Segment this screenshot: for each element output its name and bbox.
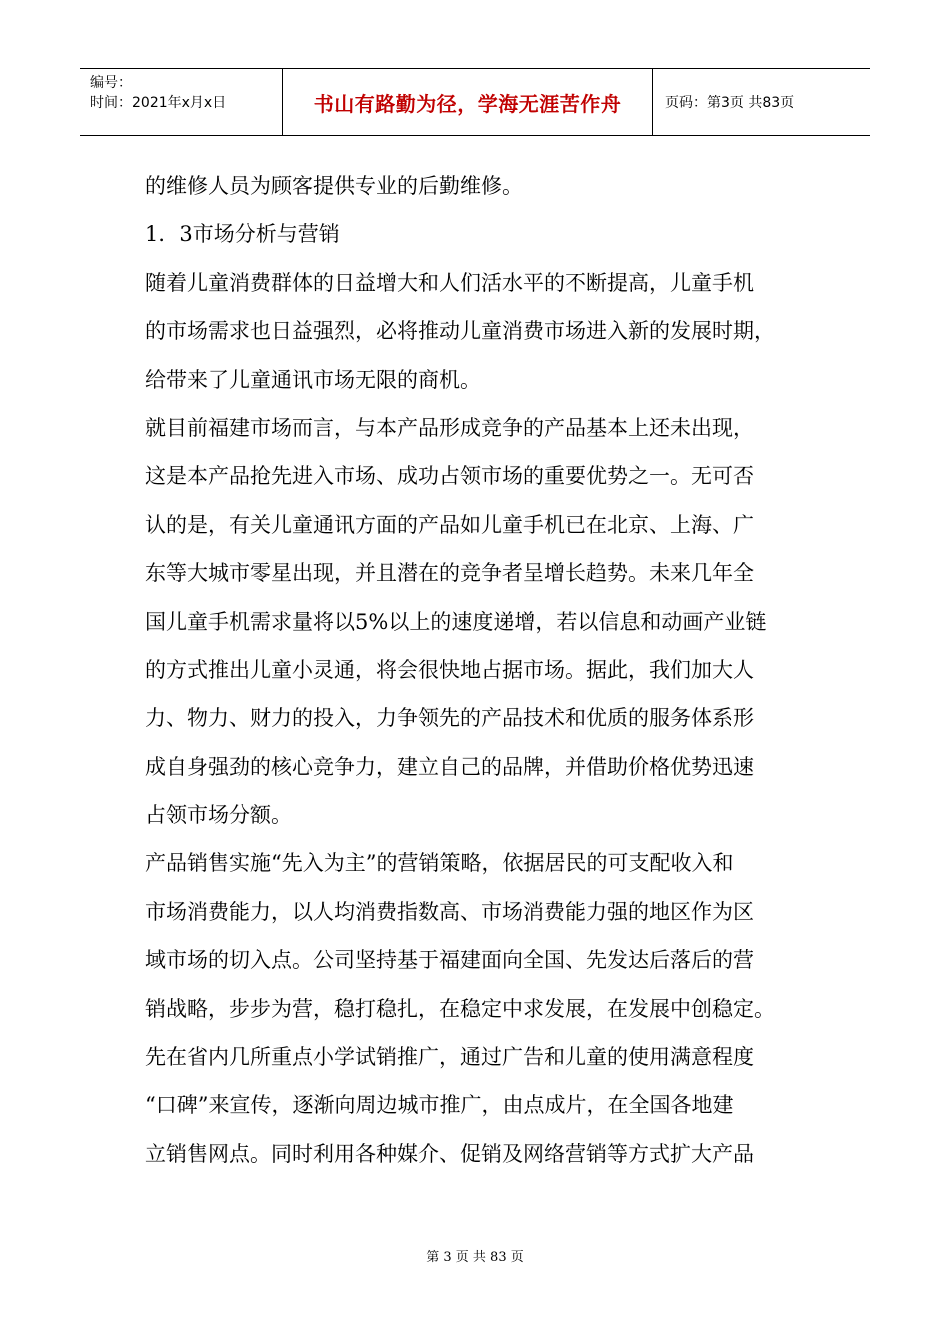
header-time-label: 时间：2021年x月x日 — [90, 95, 227, 111]
header-code-label: 编号： — [90, 75, 132, 91]
body-line: 的方式推出儿童小灵通，将会很快地占据市场。据此，我们加大人 — [145, 657, 754, 682]
document-header — [80, 68, 870, 136]
body-line: 就目前福建市场而言，与本产品形成竞争的产品基本上还未出现， — [145, 415, 754, 440]
body-line: 域市场的切入点。公司坚持基于福建面向全国、先发达后落后的营 — [145, 948, 754, 973]
body-line: 产品销售实施“先入为主”的营销策略，依据居民的可支配收入和 — [145, 851, 734, 876]
body-line: 立销售网点。同时利用各种媒介、促销及网络营销等方式扩大产品 — [145, 1141, 754, 1166]
body-line: 力、物力、财力的投入，力争领先的产品技术和优质的服务体系形 — [145, 706, 754, 731]
section-heading: 1．3市场分析与营销 — [145, 222, 340, 247]
body-line: 占领市场分额。 — [145, 803, 292, 828]
body-line: 市场消费能力，以人均消费指数高、市场消费能力强的地区作为区 — [145, 899, 754, 924]
body-line: 这是本产品抢先进入市场、成功占领市场的重要优势之一。无可否 — [145, 464, 754, 489]
body-line: 先在省内几所重点小学试销推广，通过广告和儿童的使用满意程度 — [145, 1045, 754, 1070]
body-line: “口碑”来宣传，逐渐向周边城市推广，由点成片，在全国各地建 — [145, 1093, 734, 1118]
body-line: 给带来了儿童通讯市场无限的商机。 — [145, 367, 481, 392]
header-motto: 书山有路勤为径，学海无涯苦作舟 — [282, 69, 653, 135]
body-line: 销战略，步步为营，稳打稳扎，在稳定中求发展，在发展中创稳定。 — [145, 996, 775, 1021]
body-line: 国儿童手机需求量将以5%以上的速度递增，若以信息和动画产业链 — [145, 609, 767, 634]
body-line: 随着儿童消费群体的日益增大和人们活水平的不断提高，儿童手机 — [145, 270, 754, 295]
body-line: 的市场需求也日益强烈，必将推动儿童消费市场进入新的发展时期， — [145, 319, 775, 344]
page-footer: 第 3 页 共 83 页 — [426, 1250, 524, 1265]
header-meta — [80, 69, 282, 135]
body-line: 认的是，有关儿童通讯方面的产品如儿童手机已在北京、上海、广 — [145, 512, 754, 537]
header-page-info: 页码：第3页 共83页 — [665, 95, 795, 111]
body-line: 成自身强劲的核心竞争力，建立自己的品牌，并借助价格优势迅速 — [145, 754, 754, 779]
body-line: 东等大城市零星出现，并且潜在的竞争者呈增长趋势。未来几年全 — [145, 561, 754, 586]
document-body — [145, 166, 815, 1182]
body-line: 的维修人员为顾客提供专业的后勤维修。 — [145, 174, 523, 198]
